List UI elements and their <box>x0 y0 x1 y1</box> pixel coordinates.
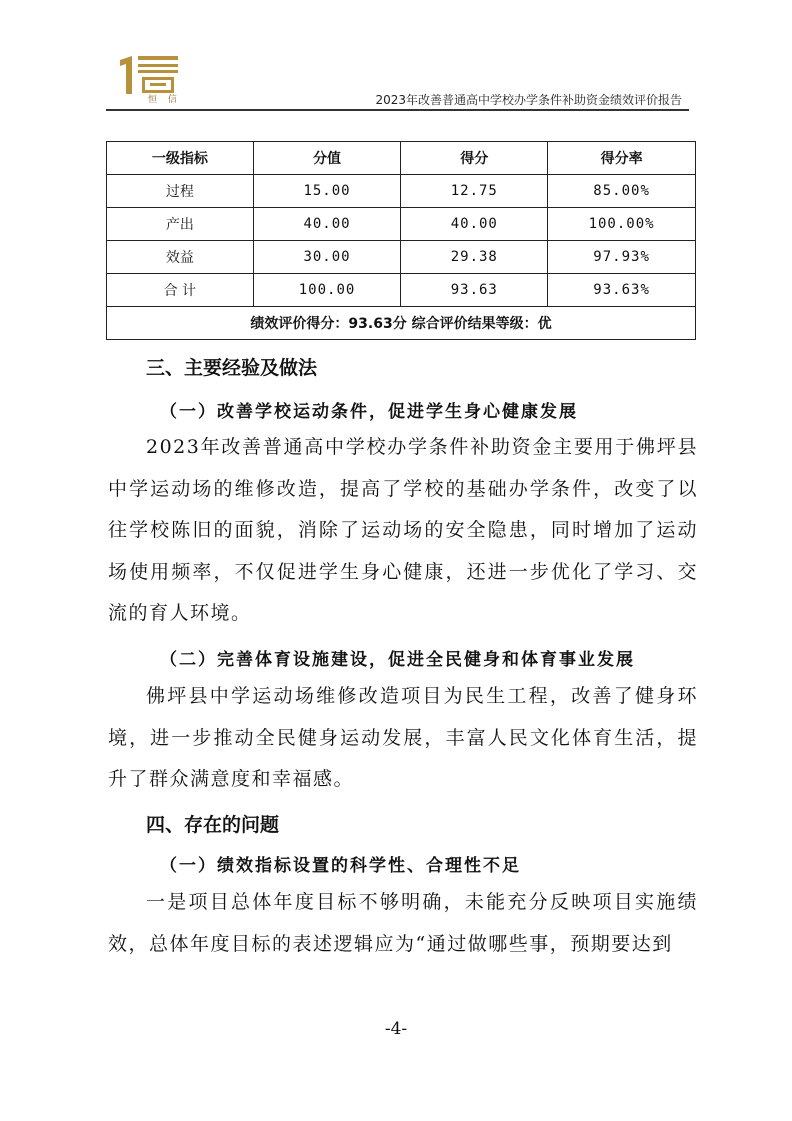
summary-cell: 绩效评价得分：93.63分 综合评价结果等级：优 <box>107 307 696 340</box>
table-cell: 12.75 <box>401 175 548 208</box>
column-header: 分值 <box>253 142 401 175</box>
table-cell: 85.00% <box>548 175 696 208</box>
table-cell: 93.63% <box>548 274 696 307</box>
column-header: 得分率 <box>548 142 696 175</box>
table-summary-row <box>107 307 696 340</box>
table-row <box>107 274 696 307</box>
score-table <box>106 141 696 340</box>
table-cell: 40.00 <box>253 208 401 241</box>
paragraph: 佛坪县中学运动场维修改造项目为民生工程，改善了健身环境，进一步推动全民健身运动发展，丰富人民文化体育生活，提升了群众满意度和幸福感。 <box>108 685 698 790</box>
table-row <box>107 241 696 274</box>
section-heading: 四、存在的问题 <box>146 814 280 836</box>
table-cell: 30.00 <box>253 241 401 274</box>
table-row <box>107 208 696 241</box>
report-title: 2023年改善普通高中学校办学条件补助资金绩效评价报告 <box>375 93 682 107</box>
section-heading: 三、主要经验及做法 <box>146 357 318 379</box>
column-header: 得分 <box>401 142 548 175</box>
table-cell: 过程 <box>107 175 254 208</box>
paragraph: 2023年改善普通高中学校办学条件补助资金主要用于佛坪县中学运动场的维修改造，提高了学校的基础办学条件，改变了以往学校陈旧的面貌，消除了运动场的安全隐患，同时增加了运动场使用频率，不仅促进学生身心健康，还进一步优化了学习、交流的育人环境。 <box>108 436 698 624</box>
logo-text: 恒 信 <box>148 95 181 105</box>
column-header: 一级指标 <box>107 142 254 175</box>
table-cell: 93.63 <box>401 274 548 307</box>
table-cell: 15.00 <box>253 175 401 208</box>
table-cell: 合 计 <box>107 274 254 307</box>
table-cell: 97.93% <box>548 241 696 274</box>
table-header-row <box>107 142 696 175</box>
table-cell: 效益 <box>107 241 254 274</box>
table-cell: 产出 <box>107 208 254 241</box>
table-row <box>107 175 696 208</box>
subsection-heading: （一）改善学校运动条件，促进学生身心健康发展 <box>160 402 578 422</box>
table-cell: 100.00% <box>548 208 696 241</box>
header-divider <box>106 109 689 111</box>
table-cell: 29.38 <box>401 241 548 274</box>
table-cell: 100.00 <box>253 274 401 307</box>
table-cell: 40.00 <box>401 208 548 241</box>
subsection-heading: （二）完善体育设施建设，促进全民健身和体育事业发展 <box>160 650 635 670</box>
subsection-heading: （一）绩效指标设置的科学性、合理性不足 <box>160 856 521 876</box>
paragraph: 一是项目总体年度目标不够明确，未能充分反映项目实施绩效，总体年度目标的表述逻辑应为“通过做哪些事，预期要达到 <box>108 891 698 955</box>
page-number: -4- <box>384 1019 408 1039</box>
